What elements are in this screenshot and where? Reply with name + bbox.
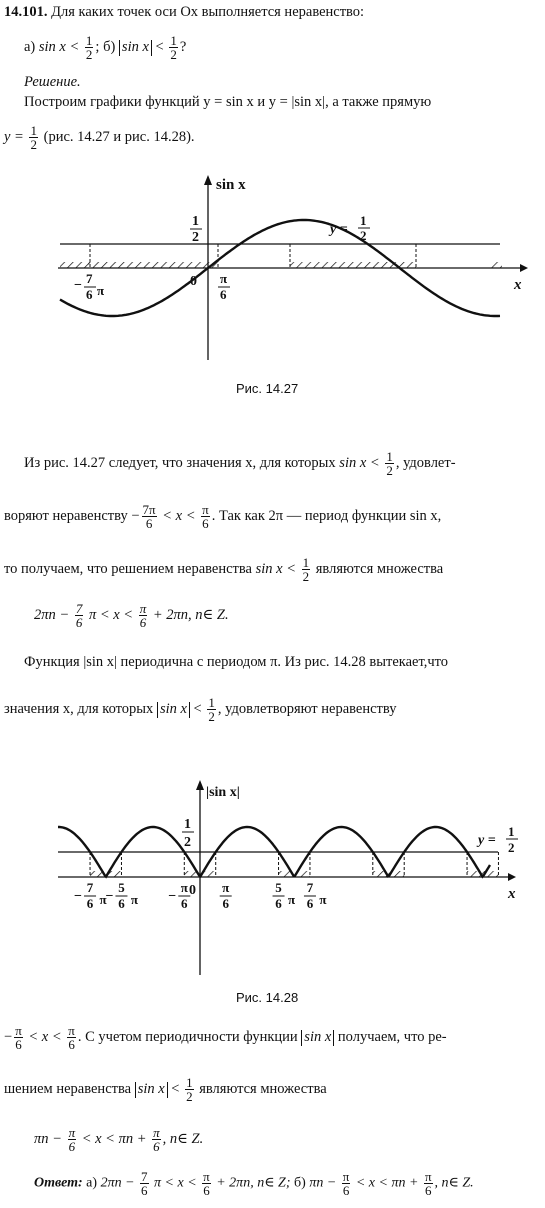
tick-label	[304, 880, 327, 911]
solution-heading: Решение.	[24, 74, 81, 90]
line-label: y =	[478, 833, 496, 848]
svg-text:π: π	[130, 892, 139, 907]
half-fraction: $\frac{1}{2}$	[85, 33, 93, 62]
paragraph-7: шением неравенства sin x < $\frac{1}{2}$ являются множества	[4, 1075, 327, 1104]
paragraph-2: воряют неравенству − $\frac{7\pi}{6}$ < x < $\frac{\pi}{6}$ . Так как 2π — период функции sin x,	[4, 502, 442, 531]
svg-text:6: 6	[181, 896, 188, 911]
answer-line: Ответ: а) 2πn − $\frac{7}{6}$ π < x < $\frac{\pi}{6}$ + 2πn, n∈ Z; б) πn − $\frac{\pi}{6}$ < x < πn + $\frac{\pi}{6}$ , n∈ Z.	[34, 1169, 474, 1198]
paragraph-4: Функция |sin x| периодична с периодом π. Из рис. 14.28 вытекает,что	[24, 654, 449, 670]
svg-text:7: 7	[86, 880, 94, 895]
svg-text:7: 7	[86, 271, 93, 286]
figure-14-27	[0, 165, 545, 365]
svg-text:2: 2	[508, 840, 515, 855]
x-axis-label: x	[508, 886, 516, 902]
hatch-region	[88, 262, 218, 268]
hatch-region	[490, 262, 502, 268]
part-b-expr: sin x	[119, 40, 152, 56]
svg-text:π: π	[222, 880, 230, 895]
formula-2: πn − $\frac{\pi}{6}$ < x < πn + $\frac{\pi}{6}$ , n∈ Z.	[34, 1125, 204, 1154]
svg-text:6: 6	[222, 896, 229, 911]
tick-pi-6: π	[220, 271, 228, 286]
answer-label: Ответ:	[34, 1175, 83, 1191]
line-label: y =	[330, 222, 348, 237]
svg-text:π: π	[287, 892, 296, 907]
svg-text:−: −	[105, 889, 114, 904]
part-a-expr: sin x <	[38, 38, 80, 55]
svg-text:6: 6	[220, 287, 227, 302]
tick-label	[168, 880, 190, 911]
tick-label	[273, 880, 296, 911]
paragraph-1: Из рис. 14.27 следует, что значения x, для которых sin x < $\frac{1}{2}$ , удовлет-	[24, 449, 456, 478]
svg-text:6: 6	[86, 287, 93, 302]
solution-line-1: Построим графики функций y = sin x и y = |sin x|, а также прямую	[24, 94, 432, 110]
problem-question: Для каких точек оси Ox выполняется неравенство:	[51, 4, 365, 20]
solution-line-2: y = $\frac{1}{2}$ (рис. 14.27 и рис. 14.28).	[4, 123, 195, 152]
origin-label: 0	[189, 883, 196, 898]
half-label-den: 2	[192, 230, 199, 245]
figure-14-28	[0, 770, 545, 980]
formula-1: 2πn − $\frac{7}{6}$ π < x < $\frac{\pi}{6}$ + 2πn, n∈ Z.	[34, 601, 229, 630]
svg-text:1: 1	[360, 213, 367, 228]
paragraph-6: − $\frac{\pi}{6}$ < x < $\frac{\pi}{6}$ . С учетом периодичности функции sin x получаем, что ре-	[4, 1023, 447, 1052]
figure-14-28-caption: Рис. 14.28	[236, 990, 299, 1005]
paragraph-5: значения x, для которых sin x < $\frac{1}{2}$ , удовлетворяют неравенству	[4, 695, 397, 724]
svg-text:π: π	[99, 892, 107, 907]
svg-text:2: 2	[360, 228, 367, 243]
svg-text:π: π	[319, 892, 327, 907]
x-axis-label: x	[514, 277, 522, 293]
problem-parts: а) sin x < $\frac{1}{2}$ ; б) sin x < $\frac{1}{2}$ ?	[24, 33, 187, 62]
svg-text:1: 1	[508, 824, 515, 839]
tick-label	[220, 880, 232, 911]
tick-label	[74, 880, 107, 911]
svg-text:π: π	[97, 283, 105, 298]
svg-text:6: 6	[118, 896, 125, 911]
half-label-den: 2	[184, 835, 191, 850]
origin-label: 0	[190, 274, 197, 289]
problem-number: 14.101.	[4, 4, 48, 20]
svg-text:π: π	[180, 880, 188, 895]
y-axis-label: |sin x|	[206, 785, 240, 800]
svg-text:−: −	[168, 889, 177, 904]
y-axis-label: sin x	[216, 177, 246, 193]
svg-text:−: −	[74, 889, 83, 904]
y-axis-arrow-icon	[196, 780, 204, 790]
x-axis-arrow-icon	[508, 873, 516, 881]
half-fraction: $\frac{1}{2}$	[170, 33, 177, 62]
y-axis-arrow-icon	[204, 175, 212, 185]
half-label-num: 1	[184, 817, 191, 832]
hatch-region	[60, 262, 90, 268]
problem-header	[4, 4, 364, 21]
half-label-num: 1	[192, 214, 199, 229]
svg-text:6: 6	[86, 896, 94, 911]
figure-14-27-caption: Рис. 14.27	[236, 381, 299, 396]
svg-text:5: 5	[275, 880, 282, 895]
tick-label	[105, 880, 138, 911]
svg-text:5: 5	[118, 880, 125, 895]
half-fraction: $\frac{1}{2}$	[30, 123, 37, 152]
svg-text:6: 6	[275, 896, 282, 911]
tick-neg-7-6: −	[74, 278, 82, 293]
x-axis-arrow-icon	[520, 264, 528, 272]
part-b-label: б)	[103, 38, 116, 55]
svg-text:7: 7	[306, 880, 314, 895]
part-a-label: а)	[24, 38, 36, 55]
svg-text:6: 6	[306, 896, 314, 911]
paragraph-3: то получаем, что решением неравенства sin x < $\frac{1}{2}$ являются множества	[4, 555, 444, 584]
